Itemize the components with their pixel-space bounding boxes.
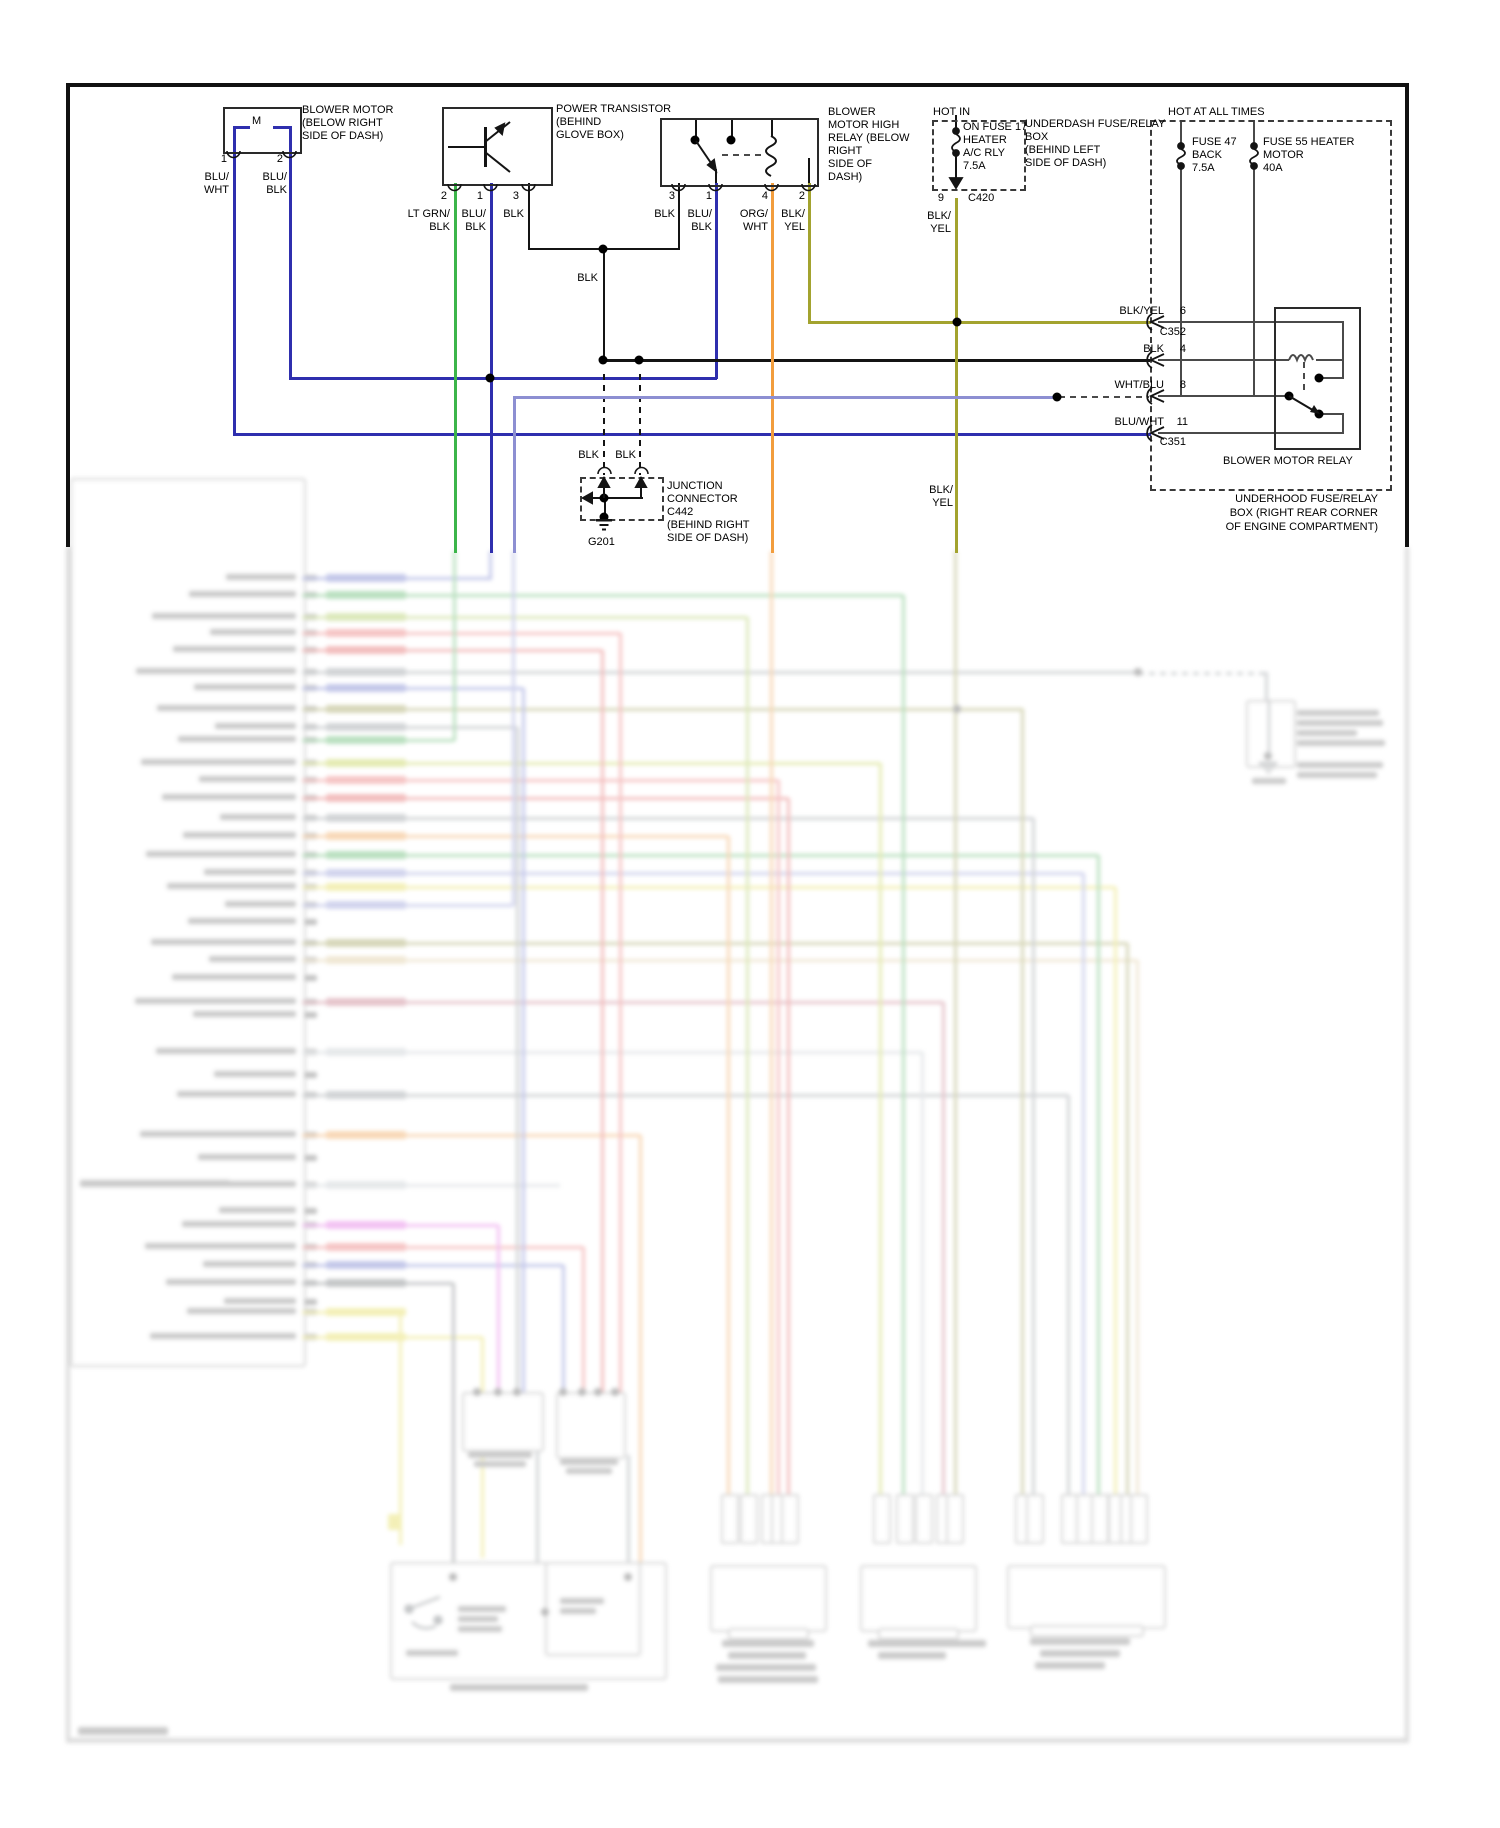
wire-label: 11 xyxy=(1176,416,1188,428)
wire-label: BACK xyxy=(1192,149,1222,161)
wire-label: POWER TRANSISTOR xyxy=(556,103,672,115)
wire-label: BLK xyxy=(266,184,287,196)
wire-label: BLK/ xyxy=(927,210,951,222)
wire-label: 2 xyxy=(440,190,447,202)
wire-label: FUSE 55 HEATER xyxy=(1263,136,1355,148)
wire-label: SIDE OF DASH) xyxy=(1025,157,1107,169)
wire-label: UNDERHOOD FUSE/RELAY xyxy=(1235,493,1378,505)
wire-label: (BELOW RIGHT xyxy=(302,117,383,129)
wire-label: 4 xyxy=(1179,343,1186,355)
wire-label: (BEHIND RIGHT xyxy=(667,519,750,531)
wire-label: BLU/ xyxy=(687,208,712,220)
wire-label: GLOVE BOX) xyxy=(556,129,624,141)
ghost-switch-icon xyxy=(406,1597,442,1628)
wire-label: YEL xyxy=(930,223,951,235)
wire-label: M xyxy=(252,115,262,127)
wire-label: HOT AT ALL TIMES xyxy=(1168,106,1265,118)
wire-label: A/C RLY xyxy=(963,147,1005,159)
wire-label: BLK xyxy=(503,208,524,220)
wire-label: DASH) xyxy=(828,171,863,183)
wire-label: BLOWER MOTOR RELAY xyxy=(1223,455,1353,467)
wire-label: G201 xyxy=(588,536,615,548)
wire-label: SIDE OF DASH) xyxy=(667,532,749,544)
wire-label: BLU/ xyxy=(461,208,486,220)
wire-label: BLOWER MOTOR xyxy=(302,104,394,116)
wire-label: 7.5A xyxy=(963,160,986,172)
wire-label: UNDERDASH FUSE/RELAY xyxy=(1025,118,1166,130)
wire-label: CONNECTOR xyxy=(667,493,738,505)
wire-label: 2 xyxy=(276,153,283,165)
wire-label: BLU/ xyxy=(204,171,229,183)
wire-label: SIDE OF DASH) xyxy=(302,130,384,142)
wire-label: BLK/ xyxy=(781,208,805,220)
wire-label: HEATER xyxy=(963,134,1007,146)
wire-label: BLK/YEL xyxy=(1119,305,1164,317)
wire-label: BLK xyxy=(615,449,636,461)
wire-label: JUNCTION xyxy=(667,480,723,492)
wire-label: 7.5A xyxy=(1192,162,1215,174)
wire-label: WHT xyxy=(203,184,229,196)
wire-label: C442 xyxy=(667,506,694,518)
wire-label: BLU/ xyxy=(262,171,287,183)
wire-label: HOT IN xyxy=(933,106,971,118)
wire-label: 4 xyxy=(761,190,768,202)
wire-label: C420 xyxy=(968,192,995,204)
wire-label: BLU/WHT xyxy=(1114,416,1164,428)
wire-label: 40A xyxy=(1263,162,1283,174)
wire-label: SIDE OF xyxy=(828,158,873,170)
wire-label: BLK xyxy=(577,272,598,284)
wire-label: ORG/ xyxy=(739,208,768,220)
wire-label: WHT xyxy=(742,221,768,233)
wire-label: 1 xyxy=(220,153,227,165)
wire-label: BLK xyxy=(654,208,675,220)
wire-label: BLOWER xyxy=(828,106,876,118)
wire-label: RELAY (BELOW xyxy=(828,132,910,144)
wire-label: WHT/BLU xyxy=(1114,379,1164,391)
wire-label: BLK xyxy=(691,221,712,233)
wire-label: OF ENGINE COMPARTMENT) xyxy=(1225,521,1378,533)
wire-label: BLK xyxy=(1143,343,1164,355)
wire-label: 3 xyxy=(668,190,675,202)
wire-label: BOX (RIGHT REAR CORNER xyxy=(1229,507,1378,519)
wire-label: BLK/ xyxy=(929,484,953,496)
wire-label: 3 xyxy=(512,190,519,202)
wire-label: YEL xyxy=(784,221,805,233)
wire-label: 1 xyxy=(705,190,712,202)
wire-label: MOTOR xyxy=(1263,149,1304,161)
wire-label: ON FUSE 17 xyxy=(963,121,1028,133)
wire-label: BLK xyxy=(465,221,486,233)
wire-label: C352 xyxy=(1159,326,1186,338)
wire-label: 8 xyxy=(1179,379,1186,391)
wire-label: FUSE 47 xyxy=(1192,136,1237,148)
wire-label: 1 xyxy=(476,190,483,202)
wire-label: YEL xyxy=(932,497,953,509)
wire-label: (BEHIND LEFT xyxy=(1025,144,1101,156)
wire-label: 9 xyxy=(937,192,944,204)
wire-label: RIGHT xyxy=(828,145,863,157)
wire-label: 2 xyxy=(798,190,805,202)
wire-label: (BEHIND xyxy=(556,116,602,128)
wire-label: BOX xyxy=(1025,131,1049,143)
wire-label: MOTOR HIGH xyxy=(828,119,900,131)
wire-label: LT GRN/ xyxy=(407,208,450,220)
wire-label: C351 xyxy=(1159,436,1186,448)
wire-label: BLK xyxy=(578,449,599,461)
wire-label: 6 xyxy=(1179,305,1186,317)
wire-label: BLK xyxy=(429,221,450,233)
